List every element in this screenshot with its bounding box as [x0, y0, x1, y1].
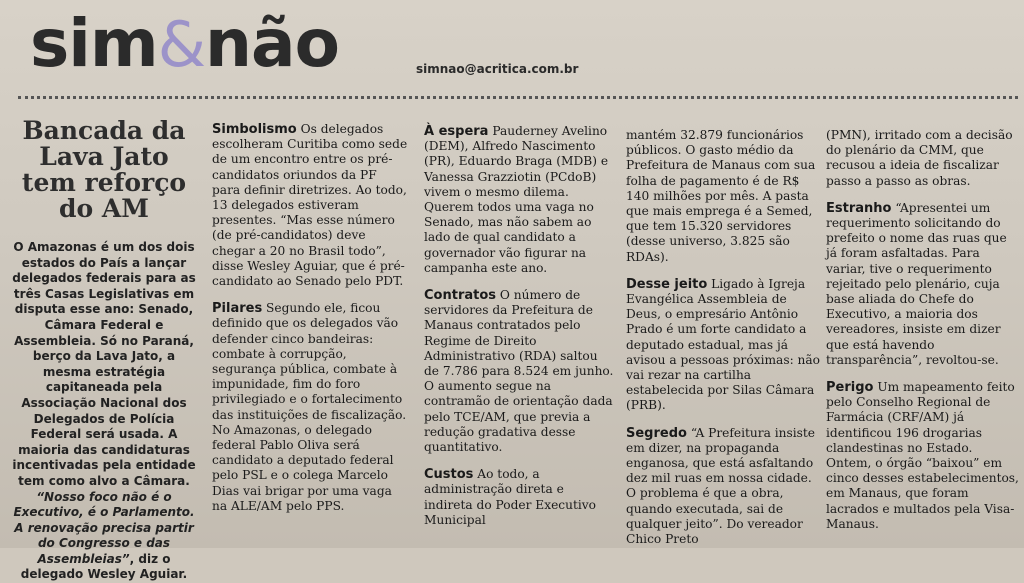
note-item — [424, 124, 614, 276]
note-keyword: Simbolismo — [212, 122, 297, 137]
note-keyword: Desse jeito — [626, 276, 708, 292]
note-text: O número de servidores da Prefeitura de Manaus contratados pelo Regime de Direito Administrativo (RDA) saltou de 7.786 para 8.524 em junho. O aumento segue na contramão de orientação dada pelo TCE/AM, que previa a redução gradativa desse quantitativo. — [424, 288, 614, 455]
lead-paragraph — [8, 240, 200, 583]
column-2 — [212, 122, 408, 526]
note-keyword: Segredo — [626, 425, 687, 441]
note-text: Segundo ele, ficou definido que os delegados vão defender cinco bandeiras: combate à corrupção, segurança pública, combate à impunidade, fim do foro privilegiado e o fortalecimento das instituições de fiscalização. No Amazonas, o delegado federal Pablo Oliva será candidato a deputado federal pelo PSL e o colega Marcelo Dias vai brigar por uma vaga na ALE/AM pelo PPS. — [212, 301, 407, 513]
note-item — [626, 277, 820, 414]
note-item — [826, 380, 1020, 532]
masthead — [0, 0, 1024, 92]
note-item — [212, 301, 408, 514]
column-4 — [626, 128, 820, 559]
column-5 — [826, 128, 1020, 544]
note-keyword: Contratos — [424, 288, 497, 304]
note-item — [626, 426, 820, 548]
note-item — [826, 201, 1020, 368]
masthead-divider — [18, 96, 1018, 99]
note-item — [826, 128, 1020, 189]
lead-quote: “Nosso foco não é o Executivo, é o Parlamento. A renovação precisa partir do Congresso e das Assembleias” — [13, 489, 195, 566]
note-text: Ligado à Igreja Evangélica Assembleia de Deus, o empresário Antônio Prado é um forte candidato a deputado estadual, mas já avisou a pessoas próximas: não vai rezar na cartilha estabelecida por Silas Câmara (PRB). — [626, 276, 821, 413]
headline: Bancada da Lava Jato tem reforço do AM — [21, 116, 187, 223]
note-item — [424, 467, 614, 528]
note-text: “Apresentei um requerimento solicitando do prefeito o nome das ruas que já foram asfaltadas. Para variar, tive o requerimento rejeitado pelo plenário, cuja base aliada do Chefe do Executivo, a maioria dos vereadores, insiste em dizer que está havendo transparência”, revoltou-se. — [826, 200, 1007, 367]
logo-ampersand: & — [157, 8, 206, 81]
logo-nao: não — [205, 5, 339, 82]
note-keyword: Custos — [424, 467, 474, 483]
note-text: Pauderney Avelino (DEM), Alfredo Nascimento (PR), Eduardo Braga (MDB) e Vanessa Grazziotin (PCdoB) vivem o mesmo dilema. Querem todos uma vaga no Senado, mas não sabem ao lado de qual candidato a governador vão figurar na campanha este ano. — [424, 124, 609, 275]
note-keyword: À espera — [424, 124, 489, 139]
lead-text: O Amazonas é um dos dois estados do País a lançar delegados federais para as três Casas Legislativas em disputa esse ano: Senado, Câmara Federal e Assembleia. Só no Paraná, berço da Lava Jato, a mesma estratégia capitaneada pela Associação Nacional dos Delegados de Polícia Federal será usada. A maioria das candidaturas incentivadas pela entidade tem como alvo a Câmara. — [12, 240, 196, 488]
section-logo — [30, 4, 339, 85]
column-3 — [424, 124, 614, 540]
note-text: Um mapeamento feito pelo Conselho Regional de Farmácia (CRF/AM) já identificou 196 drogarias clandestinas no Estado. Ontem, o órgão “baixou” em cinco desses estabelecimentos, em Manaus, que foram lacrados e multados pela Visa-Manaus. — [826, 380, 1019, 531]
note-keyword: Perigo — [826, 380, 874, 396]
note-item — [626, 128, 820, 265]
note-text: “A Prefeitura insiste em dizer, na propaganda enganosa, que está asfaltando dez mil ruas em nossa cidade. O problema é que a obra, quando executada, sai de qualquer jeito”. Do vereador Chico Preto — [626, 425, 815, 547]
lead-end: , diz o delegado Wesley Aguiar. — [20, 551, 188, 582]
note-text: (PMN), irritado com a decisão do plenário da CMM, que recusou a ideia de fiscalizar passo a passo as obras. — [826, 128, 1013, 188]
logo-sim: sim — [30, 5, 158, 82]
note-keyword: Estranho — [826, 200, 892, 216]
note-text: Os delegados escolheram Curitiba como sede de um encontro entre os pré-candidatos oriundos da PF para definir diretrizes. Ao todo, 13 delegados estiveram presentes. “Mas esse número (de pré-candidatos) deve chegar a 20 no Brasil todo”, disse Wesley Aguiar, que é pré-candidato ao Senado pelo PDT. — [212, 122, 408, 289]
note-keyword: Pilares — [212, 301, 263, 317]
note-text: Ao todo, a administração direta e indireta do Poder Executivo Municipal — [424, 467, 596, 527]
contact-email[interactable]: simnao@acritica.com.br — [416, 62, 579, 76]
note-text: mantém 32.879 funcionários públicos. O gasto médio da Prefeitura de Manaus com sua folha de pagamento é de R$ 140 milhões por mês. A pasta que mais emprega é a Semed, que tem 15.320 servidores (desse universo, 3.825 são RDAs). — [626, 128, 816, 264]
note-item — [424, 288, 614, 455]
column-1 — [8, 118, 200, 583]
note-item — [212, 122, 408, 289]
